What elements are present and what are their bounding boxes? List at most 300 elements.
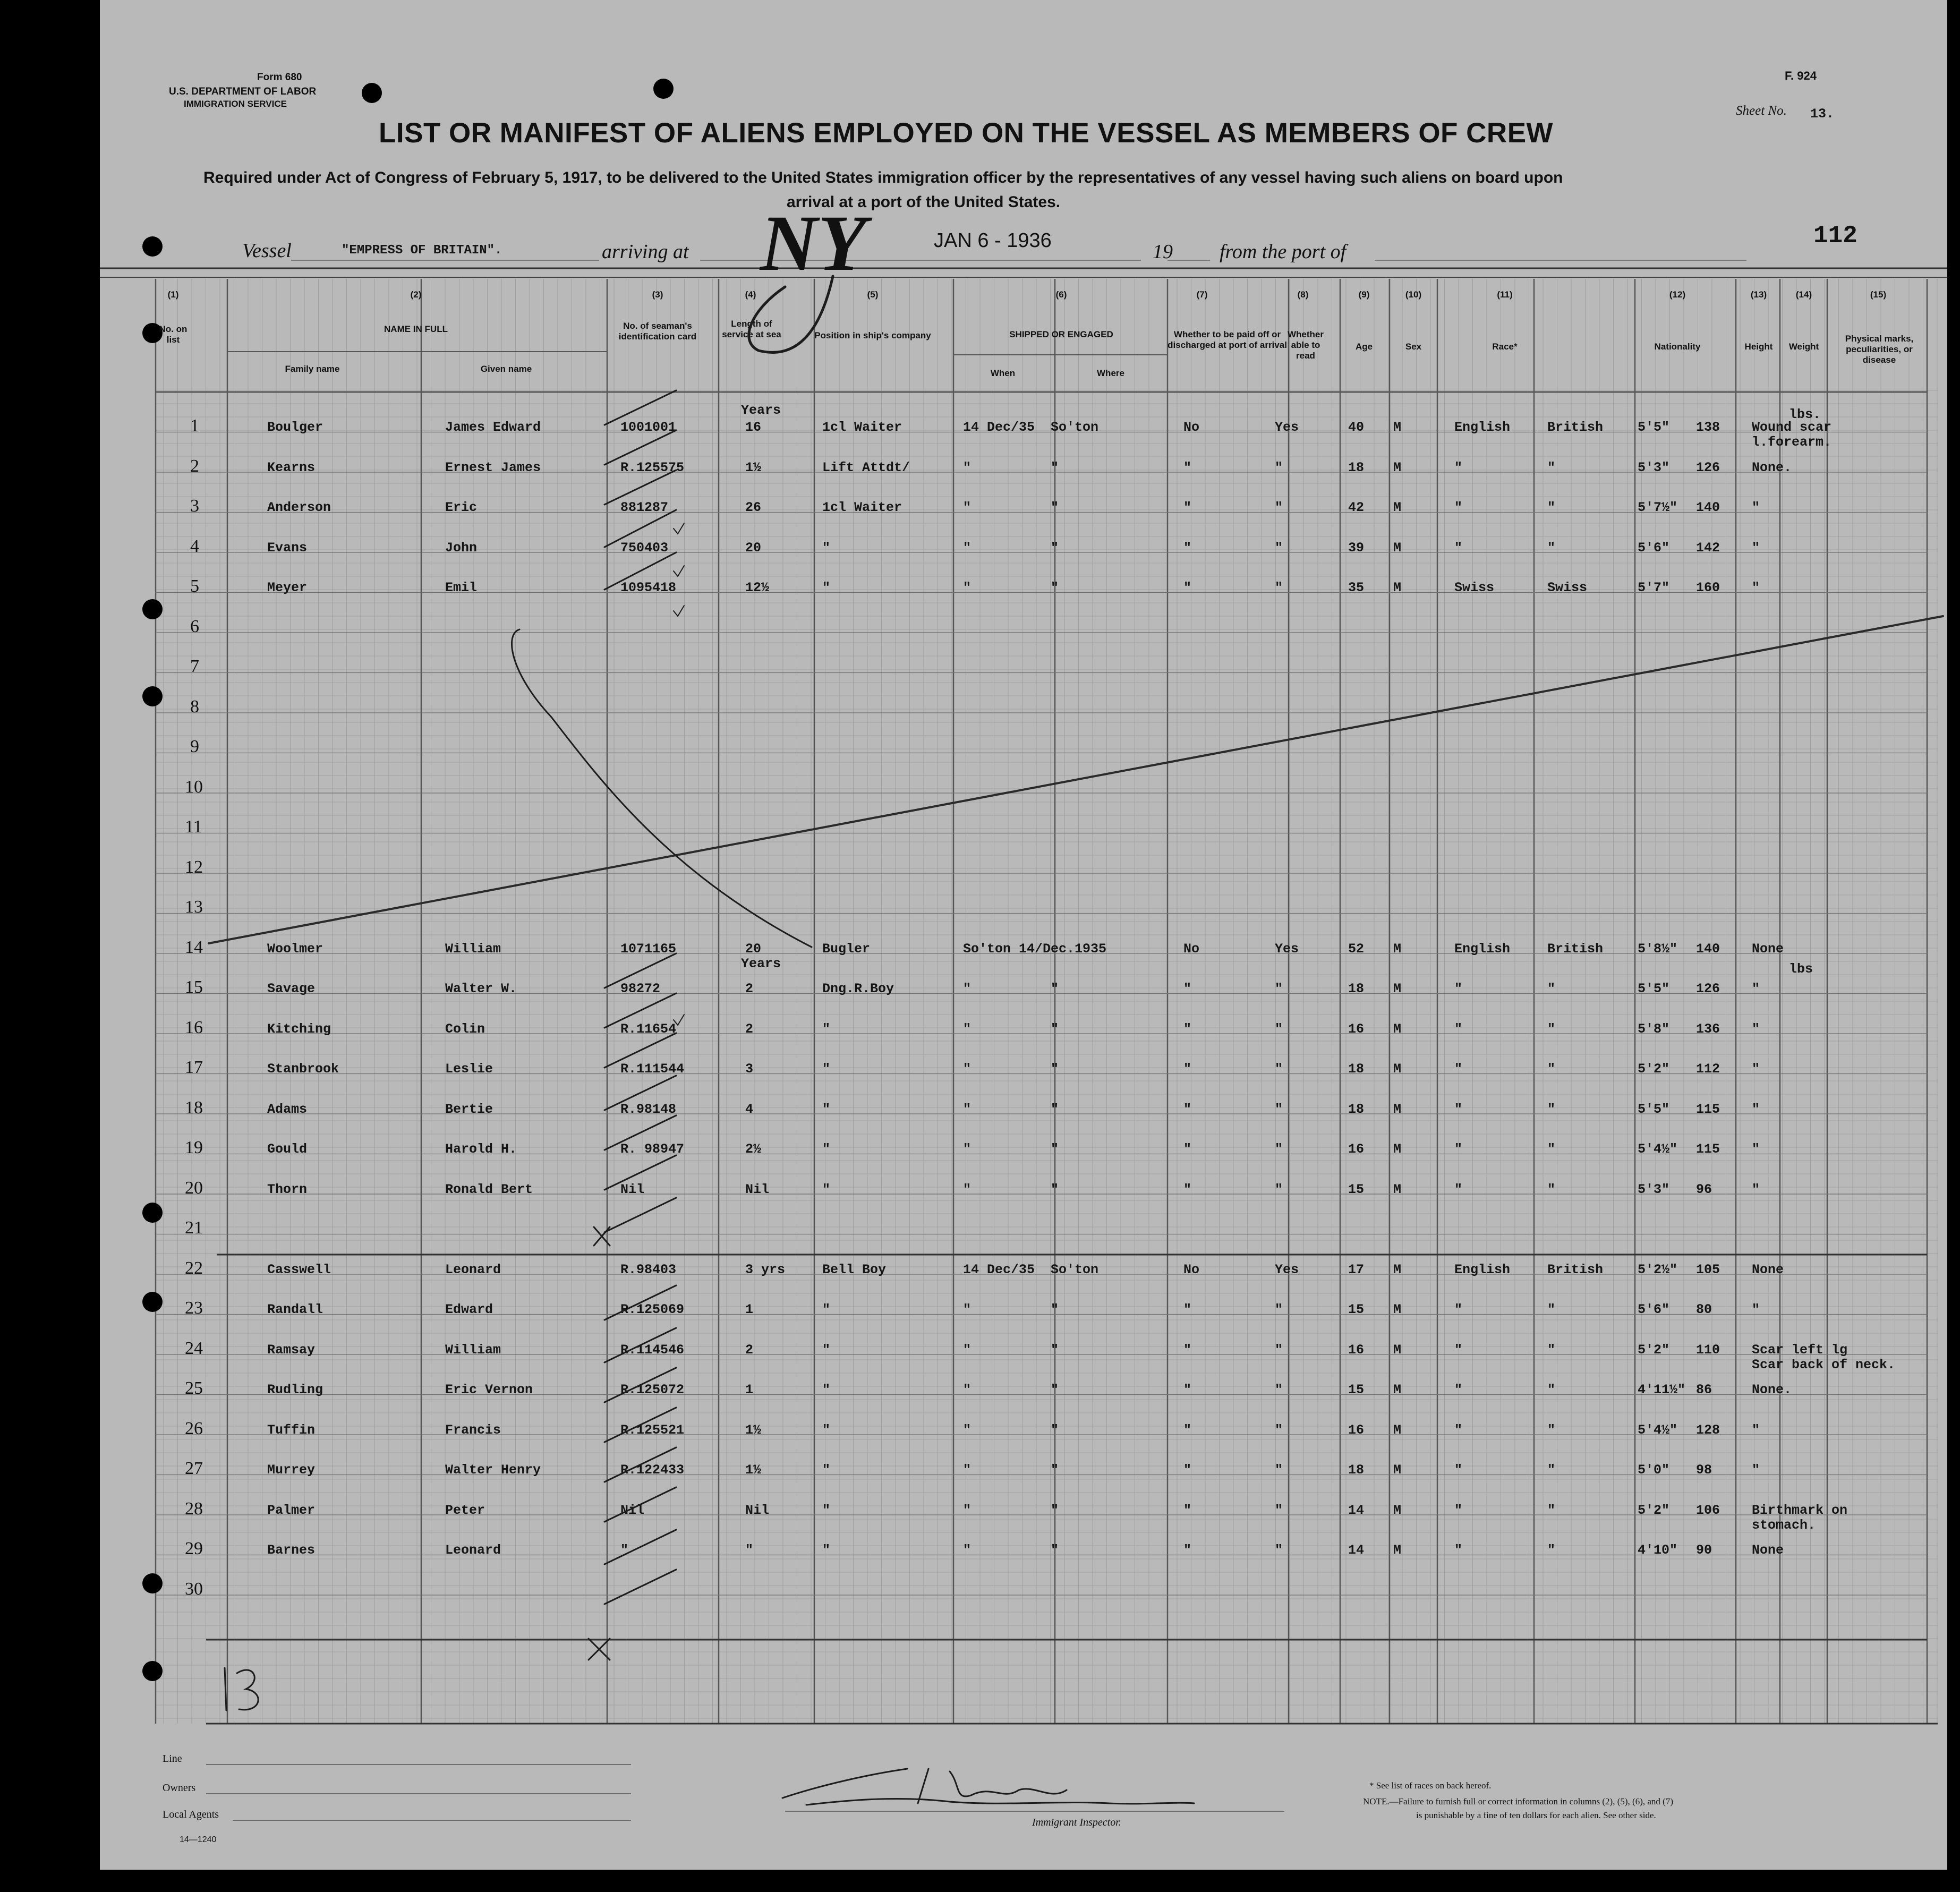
cell-marks-line-2: l.forearm. xyxy=(1752,434,1832,450)
cell-marks: " xyxy=(1752,1302,1760,1317)
cell-read: Yes xyxy=(1275,941,1299,957)
cell-when: " xyxy=(963,1542,972,1558)
cell-when: So'ton 14/Dec.1935 xyxy=(963,941,1107,957)
inspector-signature xyxy=(782,1769,1194,1805)
cell-where: " xyxy=(1051,1422,1059,1438)
cell-age: 15 xyxy=(1348,1181,1365,1197)
cell-height: 5'5" xyxy=(1638,420,1670,435)
cell-marks: None xyxy=(1752,1542,1784,1558)
cell-service: Nil xyxy=(745,1502,770,1518)
cell-given: Leonard xyxy=(445,1262,501,1277)
cell-age: 17 xyxy=(1348,1262,1365,1277)
cell-family: Evans xyxy=(267,540,308,556)
cell-service: 26 xyxy=(745,500,762,515)
department-name: U.S. DEPARTMENT OF LABOR xyxy=(169,86,317,97)
cell-card: 1095418 xyxy=(620,580,677,595)
cell-paid: " xyxy=(1183,981,1192,996)
cell-height: 4'10" xyxy=(1638,1542,1678,1558)
cell-nat: " xyxy=(1547,1342,1556,1358)
cell-when: " xyxy=(963,1101,972,1117)
cell-marks: " xyxy=(1752,1141,1760,1157)
cell-marks: Wound scar xyxy=(1752,420,1832,435)
cell-card: R.125575 xyxy=(620,459,685,475)
row-number: 1 xyxy=(190,416,199,436)
cell-position: " xyxy=(822,1542,831,1558)
cell-marks-line-2: Scar back of neck. xyxy=(1752,1357,1896,1373)
cell-paid: " xyxy=(1183,1502,1192,1518)
col3-label: No. of seaman's identification card xyxy=(618,321,697,342)
row-number: 25 xyxy=(185,1378,203,1398)
cell-position: Dng.R.Boy xyxy=(822,981,894,996)
cell-when: " xyxy=(963,1302,972,1317)
subtitle-line-1: Required under Act of Congress of February 5, 1917, to be delivered to the United States immigration officer by the representatives of any vessel having such aliens on board upon xyxy=(203,169,1563,186)
cell-when: " xyxy=(963,1502,972,1518)
cell-card: R.125521 xyxy=(620,1422,685,1438)
row-number: 11 xyxy=(185,817,202,837)
cell-position: " xyxy=(822,1382,831,1397)
cell-age: 35 xyxy=(1348,580,1365,595)
cell-position: " xyxy=(822,1141,831,1157)
page-title: LIST OR MANIFEST OF ALIENS EMPLOYED ON THE VESSEL AS MEMBERS OF CREW xyxy=(379,117,1554,149)
cell-race: " xyxy=(1454,1181,1463,1197)
arriving-label: arriving at xyxy=(602,241,689,263)
cell-given: Francis xyxy=(445,1422,501,1438)
cell-position: " xyxy=(822,1342,831,1358)
cell-paid: " xyxy=(1183,580,1192,595)
cell-height: 5'3" xyxy=(1638,459,1670,475)
cell-read: Yes xyxy=(1275,420,1299,435)
row-number: 14 xyxy=(185,937,203,957)
col6-where-label: Where xyxy=(1097,368,1124,378)
cell-age: 15 xyxy=(1348,1382,1365,1397)
cell-family: Tuffin xyxy=(267,1422,316,1438)
cell-service: 1½ xyxy=(745,1422,762,1438)
col4-label: Length of service at sea xyxy=(722,319,781,339)
row-number: 16 xyxy=(185,1017,203,1037)
sheet-label: Sheet No. xyxy=(1736,104,1787,118)
row-number: 19 xyxy=(185,1138,203,1157)
cell-nat: " xyxy=(1547,1382,1556,1397)
cell-position: " xyxy=(822,1061,831,1077)
cell-race: " xyxy=(1454,540,1463,556)
cell-marks: " xyxy=(1752,1061,1760,1077)
handwritten-sheet-13 xyxy=(225,1668,258,1710)
cell-paid: " xyxy=(1183,1462,1192,1478)
cell-paid: " xyxy=(1183,459,1192,475)
cell-when: " xyxy=(963,500,972,515)
cell-where: " xyxy=(1051,580,1059,595)
cell-read: " xyxy=(1275,1021,1283,1037)
col6-number: (6) xyxy=(1055,289,1067,300)
row-number: 29 xyxy=(185,1539,203,1558)
col10-number: (10) xyxy=(1405,289,1422,300)
cell-when: " xyxy=(963,1061,972,1077)
cell-marks: " xyxy=(1752,540,1760,556)
cell-marks: None xyxy=(1752,941,1784,957)
cell-sex: M xyxy=(1393,1382,1402,1397)
cell-race: " xyxy=(1454,1382,1463,1397)
cell-card: 750403 xyxy=(620,540,669,556)
row-number: 26 xyxy=(185,1418,203,1438)
cell-sex: M xyxy=(1393,1061,1402,1077)
cell-height: 5'5" xyxy=(1638,981,1670,996)
cell-given: Eric Vernon xyxy=(445,1382,533,1397)
cell-given: Leonard xyxy=(445,1542,501,1558)
cell-nat: " xyxy=(1547,1542,1556,1558)
cell-age: 40 xyxy=(1348,420,1365,435)
cell-age: 18 xyxy=(1348,1101,1365,1117)
cell-service: Nil xyxy=(745,1181,770,1197)
cell-sex: M xyxy=(1393,1302,1402,1317)
cell-service: 1 xyxy=(745,1382,754,1397)
cell-marks: " xyxy=(1752,981,1760,996)
cell-read: " xyxy=(1275,580,1283,595)
cell-paid: " xyxy=(1183,1141,1192,1157)
cell-given: John xyxy=(445,540,478,556)
cell-read: " xyxy=(1275,540,1283,556)
cell-paid: No xyxy=(1183,1262,1200,1277)
cell-where: " xyxy=(1051,1382,1059,1397)
years-unit-mid: Years xyxy=(741,956,781,971)
row-number: 13 xyxy=(185,897,203,917)
fine-note-line-2: is punishable by a fine of ten dollars for each alien. See other side. xyxy=(1416,1810,1656,1820)
cell-card: R. 98947 xyxy=(620,1141,685,1157)
cell-family: Meyer xyxy=(267,580,308,595)
vessel-label: Vessel xyxy=(242,240,292,262)
cell-height: 5'3" xyxy=(1638,1181,1670,1197)
col1-label: No. on list xyxy=(159,324,188,345)
cell-given: Walter Henry xyxy=(445,1462,541,1478)
cell-sex: M xyxy=(1393,1502,1402,1518)
cell-where: " xyxy=(1051,1061,1059,1077)
row-number: 12 xyxy=(185,857,203,877)
cell-weight: 140 xyxy=(1696,500,1720,515)
cell-service: 2 xyxy=(745,1342,754,1358)
col1-number: (1) xyxy=(167,289,179,300)
cell-marks: " xyxy=(1752,580,1760,595)
cell-height: 5'2" xyxy=(1638,1502,1670,1518)
tick-mark xyxy=(604,390,676,590)
cell-service: 1 xyxy=(745,1302,754,1317)
cell-race: " xyxy=(1454,1021,1463,1037)
cell-weight: 115 xyxy=(1696,1101,1720,1117)
cell-weight: 106 xyxy=(1696,1502,1720,1518)
cell-when: 14 Dec/35 xyxy=(963,420,1035,435)
cell-family: Savage xyxy=(267,981,316,996)
cell-nat: British xyxy=(1547,941,1604,957)
cell-position: 1cl Waiter xyxy=(822,500,902,515)
handwritten-marks xyxy=(100,0,1947,1870)
col13-number: (13) xyxy=(1750,289,1767,300)
cell-service: 4 xyxy=(745,1101,754,1117)
cell-position: " xyxy=(822,1422,831,1438)
cell-service: 12½ xyxy=(745,580,770,595)
cancellation-line xyxy=(209,616,1943,943)
cell-age: 15 xyxy=(1348,1302,1365,1317)
cell-height: 4'11½" xyxy=(1638,1382,1686,1397)
cell-given: William xyxy=(445,1342,501,1358)
cell-family: Rudling xyxy=(267,1382,323,1397)
row-number: 21 xyxy=(185,1218,203,1238)
cell-race: " xyxy=(1454,500,1463,515)
row-number: 30 xyxy=(185,1579,203,1599)
col8-number: (8) xyxy=(1297,289,1309,300)
cell-race: " xyxy=(1454,1101,1463,1117)
cell-where: " xyxy=(1051,981,1059,996)
col14-label: Weight xyxy=(1788,342,1819,352)
cell-paid: " xyxy=(1183,1021,1192,1037)
cell-race: English xyxy=(1454,420,1511,435)
col4-number: (4) xyxy=(745,289,756,300)
cell-weight: 110 xyxy=(1696,1342,1720,1358)
col15-label: Physical marks, peculiarities, or disease xyxy=(1845,334,1914,365)
cell-when: " xyxy=(963,1382,972,1397)
col11-number: (11) xyxy=(1497,289,1513,300)
cell-read: " xyxy=(1275,981,1283,996)
row-number: 20 xyxy=(185,1178,203,1198)
cell-height: 5'5" xyxy=(1638,1101,1670,1117)
cell-race: " xyxy=(1454,1342,1463,1358)
cell-when: 14 Dec/35 xyxy=(963,1262,1035,1277)
col3-number: (3) xyxy=(652,289,663,300)
cell-sex: M xyxy=(1393,1262,1402,1277)
cell-card: R.125072 xyxy=(620,1382,685,1397)
cell-where: " xyxy=(1051,540,1059,556)
cell-sex: M xyxy=(1393,1342,1402,1358)
cell-sex: M xyxy=(1393,1462,1402,1478)
cell-card: 881287 xyxy=(620,500,669,515)
cell-height: 5'8½" xyxy=(1638,941,1678,957)
row-number: 9 xyxy=(190,737,199,756)
col12-number: (12) xyxy=(1669,289,1686,300)
cell-weight: 86 xyxy=(1696,1382,1712,1397)
cell-nat: " xyxy=(1547,1181,1556,1197)
cell-family: Anderson xyxy=(267,500,331,515)
row-number: 6 xyxy=(190,616,199,636)
cell-family: Murrey xyxy=(267,1462,316,1478)
cell-paid: " xyxy=(1183,1382,1192,1397)
col15-number: (15) xyxy=(1870,289,1887,300)
cell-sex: M xyxy=(1393,1181,1402,1197)
cell-age: 42 xyxy=(1348,500,1365,515)
cell-card: 1001001 xyxy=(620,420,677,435)
cell-marks: " xyxy=(1752,1422,1760,1438)
cell-position: " xyxy=(822,1302,831,1317)
cell-marks-line-2: stomach. xyxy=(1752,1517,1816,1533)
cell-paid: " xyxy=(1183,1422,1192,1438)
pen-stroke xyxy=(749,276,833,352)
cell-nat: British xyxy=(1547,420,1604,435)
cell-family: Ramsay xyxy=(267,1342,316,1358)
cell-position: " xyxy=(822,1462,831,1478)
col5-label: Position in ship's company xyxy=(814,330,931,340)
col7-number: (7) xyxy=(1196,289,1208,300)
col12-label: Nationality xyxy=(1654,342,1701,352)
tick-mark xyxy=(604,1285,676,1604)
cell-nat: " xyxy=(1547,1021,1556,1037)
col6-label: SHIPPED OR ENGAGED xyxy=(1009,329,1113,339)
cell-where: " xyxy=(1051,1101,1059,1117)
cell-age: 14 xyxy=(1348,1502,1365,1518)
cell-position: " xyxy=(822,1502,831,1518)
cell-where: " xyxy=(1051,1462,1059,1478)
footer-print-code: 14—1240 xyxy=(180,1835,217,1844)
cell-sex: M xyxy=(1393,420,1402,435)
cell-age: 16 xyxy=(1348,1422,1365,1438)
cell-marks: " xyxy=(1752,1101,1760,1117)
row-number: 8 xyxy=(190,696,199,717)
cell-paid: " xyxy=(1183,1342,1192,1358)
cell-nat: Swiss xyxy=(1547,580,1588,595)
cell-sex: M xyxy=(1393,1141,1402,1157)
cell-where: So'ton xyxy=(1051,420,1099,435)
sheet-number: 13. xyxy=(1810,106,1835,122)
cell-age: 16 xyxy=(1348,1141,1365,1157)
check-mark xyxy=(674,523,684,1025)
cell-race: " xyxy=(1454,1141,1463,1157)
cell-service: 1½ xyxy=(745,1462,762,1478)
cell-given: Emil xyxy=(445,580,478,595)
cell-sex: M xyxy=(1393,1101,1402,1117)
cell-card: Nil xyxy=(620,1502,645,1518)
cell-read: " xyxy=(1275,1542,1283,1558)
cell-marks: None. xyxy=(1752,459,1792,475)
from-port-label: from the port of xyxy=(1220,241,1347,263)
col6-when-label: When xyxy=(990,368,1016,378)
cell-position: " xyxy=(822,540,831,556)
cell-when: " xyxy=(963,540,972,556)
cell-where: " xyxy=(1051,500,1059,515)
row-number: 28 xyxy=(185,1498,203,1519)
cell-card: R.111544 xyxy=(620,1061,685,1077)
cell-age: 14 xyxy=(1348,1542,1365,1558)
cell-given: Harold H. xyxy=(445,1141,517,1157)
cell-where: " xyxy=(1051,1302,1059,1317)
cell-weight: 140 xyxy=(1696,941,1720,957)
cell-height: 5'2½" xyxy=(1638,1262,1678,1277)
cell-card: R.11654 xyxy=(620,1021,677,1037)
row-number: 23 xyxy=(185,1298,203,1318)
cell-service: 16 xyxy=(745,420,762,435)
fine-note-line-1: NOTE.—Failure to furnish full or correct information in columns (2), (5), (6), and (7) xyxy=(1363,1796,1673,1806)
cell-weight: 160 xyxy=(1696,580,1720,595)
cell-paid: " xyxy=(1183,1302,1192,1317)
cell-given: Eric xyxy=(445,500,478,515)
form-number: Form 680 xyxy=(257,72,302,83)
cell-nat: " xyxy=(1547,1462,1556,1478)
cell-when: " xyxy=(963,1422,972,1438)
cell-height: 5'0" xyxy=(1638,1462,1670,1478)
cell-service: 3 xyxy=(745,1061,754,1077)
cell-sex: M xyxy=(1393,1542,1402,1558)
cell-height: 5'7" xyxy=(1638,580,1670,595)
cell-family: Palmer xyxy=(267,1502,316,1518)
col13-label: Height xyxy=(1744,342,1773,352)
footer-line-label: Line xyxy=(163,1753,182,1765)
cell-read: " xyxy=(1275,1422,1283,1438)
col8-label: Whether able to read xyxy=(1288,329,1324,361)
cell-service: 20 xyxy=(745,540,762,556)
cell-nat: " xyxy=(1547,981,1556,996)
cell-sex: M xyxy=(1393,580,1402,595)
cell-given: Walter W. xyxy=(445,981,517,996)
cell-nat: " xyxy=(1547,500,1556,515)
cell-read: " xyxy=(1275,1502,1283,1518)
cell-card: 1071165 xyxy=(620,941,677,957)
cell-paid: " xyxy=(1183,1061,1192,1077)
cell-card: Nil xyxy=(620,1181,645,1197)
cell-nat: " xyxy=(1547,1141,1556,1157)
lbs-unit-mid: lbs xyxy=(1789,961,1813,977)
cell-race: Swiss xyxy=(1454,580,1495,595)
cell-sex: M xyxy=(1393,941,1402,957)
cell-paid: " xyxy=(1183,1101,1192,1117)
page-number: 112 xyxy=(1813,222,1857,250)
cell-when: " xyxy=(963,1342,972,1358)
cell-given: Peter xyxy=(445,1502,485,1518)
cell-family: Kitching xyxy=(267,1021,331,1037)
cell-marks: " xyxy=(1752,500,1760,515)
cell-given: Ronald Bert xyxy=(445,1181,533,1197)
cell-height: 5'2" xyxy=(1638,1061,1670,1077)
cell-age: 52 xyxy=(1348,941,1365,957)
cell-read: " xyxy=(1275,1141,1283,1157)
cell-family: Gould xyxy=(267,1141,308,1157)
cell-given: Leslie xyxy=(445,1061,493,1077)
cell-weight: 112 xyxy=(1696,1061,1720,1077)
cell-when: " xyxy=(963,1141,972,1157)
cell-race: " xyxy=(1454,459,1463,475)
cell-read: " xyxy=(1275,500,1283,515)
cell-read: " xyxy=(1275,1302,1283,1317)
cell-family: Boulger xyxy=(267,420,323,435)
cell-when: " xyxy=(963,580,972,595)
cell-read: " xyxy=(1275,1462,1283,1478)
row-number: 10 xyxy=(185,777,203,797)
cell-read: " xyxy=(1275,1101,1283,1117)
cell-read: " xyxy=(1275,1061,1283,1077)
cell-service: 1½ xyxy=(745,459,762,475)
cell-where: " xyxy=(1051,1141,1059,1157)
cell-nat: British xyxy=(1547,1262,1604,1277)
cell-nat: " xyxy=(1547,1061,1556,1077)
col14-number: (14) xyxy=(1795,289,1812,300)
date-stamp: JAN 6 - 1936 xyxy=(934,229,1052,252)
col9-number: (9) xyxy=(1358,289,1370,300)
cell-nat: " xyxy=(1547,459,1556,475)
cell-where: " xyxy=(1051,1342,1059,1358)
cell-position: " xyxy=(822,1181,831,1197)
cell-height: 5'6" xyxy=(1638,1302,1670,1317)
cell-marks: Birthmark on xyxy=(1752,1502,1848,1518)
cell-card: " xyxy=(620,1542,629,1558)
cell-family: Thorn xyxy=(267,1181,308,1197)
cell-read: Yes xyxy=(1275,1262,1299,1277)
cell-position: " xyxy=(822,1101,831,1117)
row-number: 5 xyxy=(190,576,199,596)
footer-owners-label: Owners xyxy=(163,1782,196,1794)
service-name: IMMIGRATION SERVICE xyxy=(184,99,287,109)
cell-age: 18 xyxy=(1348,1462,1365,1478)
arrival-port-handwritten: NY xyxy=(760,199,866,287)
cell-when: " xyxy=(963,459,972,475)
cell-card: R.122433 xyxy=(620,1462,685,1478)
cell-family: Barnes xyxy=(267,1542,316,1558)
manifest-sheet xyxy=(100,0,1947,1870)
cell-position: Bell Boy xyxy=(822,1262,887,1277)
cell-given: James Edward xyxy=(445,420,541,435)
cell-nat: " xyxy=(1547,540,1556,556)
